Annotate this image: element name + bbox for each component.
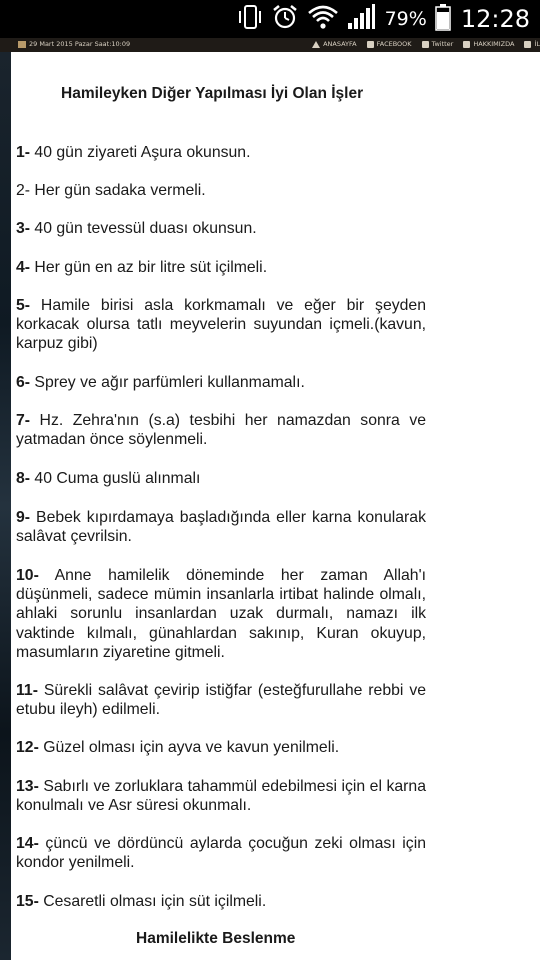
- nav-twitter-link[interactable]: [422, 40, 454, 48]
- status-bar: [0, 0, 540, 38]
- nav-home-label: ANASAYFA: [323, 40, 357, 48]
- list-item: [16, 508, 426, 546]
- nav-home-link[interactable]: [312, 40, 357, 48]
- section-title: Hamilelikte Beslenme: [136, 930, 296, 947]
- item-number: 2-: [16, 182, 31, 199]
- item-text: Her gün sadaka vermeli.: [30, 182, 206, 199]
- nav-facebook-link[interactable]: [367, 40, 412, 48]
- item-number: 1-: [16, 144, 31, 161]
- nav-facebook-label: FACEBOOK: [376, 40, 412, 48]
- item-number: 8-: [16, 470, 31, 487]
- battery-icon: [435, 3, 451, 35]
- item-text: Her gün en az bir litre süt içilmeli.: [30, 259, 268, 276]
- contact-icon: [524, 41, 531, 48]
- clock-time: 12:28: [460, 5, 530, 33]
- about-icon: [463, 41, 470, 48]
- item-text: Hamile birisi asla korkmamalı ve eğer bir şeyden korkacak olursa tatlı meyvelerin suyundan içmeli.(kavun, karpuz gibi): [16, 297, 426, 353]
- item-text: çüncü ve dördüncü aylarda çocuğun zeki olması için kondor yenilmeli.: [16, 835, 426, 872]
- item-text: Sürekli salâvat çevirip istiğfar (esteğfurullahe rebbi ve etubu ileyh) edilmeli.: [16, 682, 426, 719]
- item-number: 5-: [16, 297, 31, 314]
- list-item: [16, 892, 426, 911]
- item-text: Cesaretli olması için süt içilmeli.: [38, 893, 267, 910]
- list-item: [16, 469, 426, 488]
- item-text: Hz. Zehra'nın (s.a) tesbihi her namazdan sonra ve yatmadan önce söylenmeli.: [16, 412, 426, 449]
- item-text: Sprey ve ağır parfümleri kullanmamalı.: [30, 374, 305, 391]
- wifi-icon: [307, 4, 339, 34]
- site-date-text: 29 Mart 2015 Pazar Saat:10:09: [29, 40, 131, 48]
- item-number: 3-: [16, 220, 31, 237]
- list-item: [16, 219, 426, 238]
- article-title: Hamileyken Diğer Yapılması İyi Olan İşler: [61, 85, 364, 102]
- nav-about-label: HAKKIMIZDA: [473, 40, 515, 48]
- article-content: [16, 52, 426, 960]
- site-date: [18, 40, 130, 48]
- item-text: Bebek kıpırdamaya başladığında eller karna konularak salâvat çevrilsin.: [16, 509, 426, 546]
- item-number: 9-: [16, 509, 31, 526]
- item-text: 40 Cuma guslü alınmalı: [30, 470, 201, 487]
- list-item: [16, 181, 426, 200]
- site-nav: [302, 40, 540, 48]
- item-number: 15-: [16, 893, 39, 910]
- battery-percent: 79%: [384, 8, 427, 30]
- phone-vibrate-icon: [237, 3, 263, 35]
- item-number: 13-: [16, 778, 39, 795]
- list-item: [16, 777, 426, 815]
- alarm-icon: [271, 3, 299, 35]
- list-item: [16, 566, 426, 662]
- page-background-edge: [0, 52, 11, 960]
- site-top-strip: [0, 38, 540, 52]
- list-item: [16, 143, 426, 162]
- home-icon: [312, 41, 320, 48]
- list-item: [16, 834, 426, 872]
- list-item: [16, 296, 426, 354]
- twitter-icon: [422, 41, 429, 48]
- item-number: 7-: [16, 412, 31, 429]
- list-item: [16, 258, 426, 277]
- item-number: 4-: [16, 259, 31, 276]
- item-text: Anne hamilelik döneminde her zaman Allah'ı düşünmeli, sadece mümin insanlarla irtibat halinde olmalı, ahlaki sorunlu insanlardan uzak durmalı, namazı ilk vaktinde kılmalı, günahlardan sakınıp, Kuran okuyup, masumların ziyaretine gitmeli.: [16, 567, 426, 661]
- item-text: Güzel olması için ayva ve kavun yenilmeli.: [38, 739, 340, 756]
- nav-twitter-label: Twitter: [431, 40, 454, 48]
- item-number: 11-: [16, 682, 38, 699]
- list-item: [16, 373, 426, 392]
- nav-about-link[interactable]: [463, 40, 514, 48]
- list-item: [16, 681, 426, 719]
- item-number: 14-: [16, 835, 39, 852]
- nav-contact-label: İL: [534, 40, 540, 48]
- item-number: 12-: [16, 739, 39, 756]
- calendar-icon: [18, 41, 26, 48]
- nav-contact-link[interactable]: [524, 40, 540, 48]
- item-text: 40 gün ziyareti Aşura okunsun.: [30, 144, 251, 161]
- item-text: 40 gün tevessül duası okunsun.: [30, 220, 257, 237]
- facebook-icon: [367, 41, 374, 48]
- item-text: Sabırlı ve zorluklara tahammül edebilmesi için el karna konulmalı ve Asr süresi okunmalı.: [16, 778, 426, 815]
- item-number: 6-: [16, 374, 31, 391]
- item-number: 10-: [16, 567, 39, 584]
- signal-icon: [347, 3, 375, 35]
- list-item: [16, 411, 426, 449]
- list-item: [16, 738, 426, 757]
